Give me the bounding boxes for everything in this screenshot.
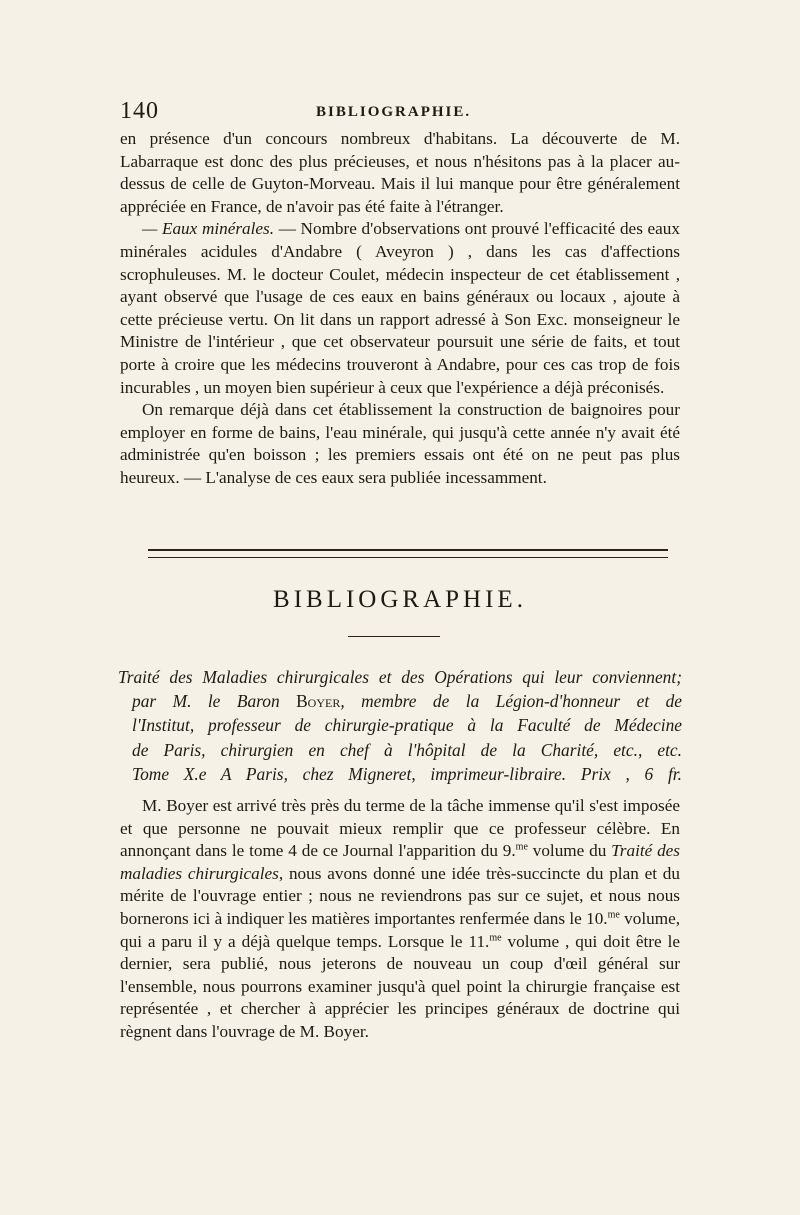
news-section bbox=[120, 128, 680, 490]
section-title: BIBLIOGRAPHIE. bbox=[273, 586, 527, 613]
page-number: 140 bbox=[120, 98, 159, 124]
review-text-2: volume du bbox=[527, 841, 612, 861]
reference-line-5: Tome X.e A Paris, chez Migneret, imprimeur-libraire. Prix , 6 fr. bbox=[132, 763, 682, 784]
reference-author-prefix: par M. le Baron bbox=[132, 691, 297, 712]
volume-10: 10. bbox=[586, 908, 608, 928]
reference-line-1: Traité des Maladies chirurgicales et des Opérations qui leur conviennent; bbox=[118, 667, 682, 687]
paragraph-eaux-minerales bbox=[120, 218, 680, 399]
bibliographic-reference bbox=[118, 665, 682, 786]
ordinal-suffix: me bbox=[607, 909, 620, 921]
running-head: BIBLIOGRAPHIE. bbox=[316, 104, 472, 120]
reference-author: Boyer bbox=[296, 691, 341, 712]
volume-9: 9. bbox=[502, 841, 516, 861]
work-title: Traité des maladies chirurgicales bbox=[120, 841, 680, 883]
paragraph-labarraque: en présence d'un concours nombreux d'habitans. La découverte de M. Labarraque est donc des plus précieuses, et nous n'hésitons pas à la placer au-dessus de celle de Guyton-Morveau. Mais il lui manque pour être généralement appréciée en France, de n'avoir pas été faite à l'étranger. bbox=[120, 129, 680, 216]
review-text-3: , nous avons donné une idée très-succincte du plan et du mérite de l'ouvrage entier ; nous ne reviendrons pas sur ce sujet, et nous nous bornerons ici à indiquer les matières importantes renfermée dans le bbox=[120, 863, 680, 928]
page-header bbox=[120, 98, 680, 126]
review-text-5: volume , qui doit être le dernier, sera publié, nous jeterons de nouveau un coup d'œil général sur l'ensemble, nous pourrons examiner jusqu'à quel point la chirurgie française est représentée , et chercher à apprécier les principes généraux de doctrine qui règnent dans l'ouvrage de M. Boyer. bbox=[120, 931, 681, 1041]
title-rule bbox=[348, 636, 440, 637]
review-text-1: M. Boyer est arrivé très près du terme de la tâche immense qu'il s'est imposée et que personne ne pouvait mieux remplir que ce professeur célèbre. En annonçant dans le tome 4 de ce Journal l'apparition du bbox=[120, 796, 680, 861]
review-text-4: volume, qui a paru il y a déjà quelque temps. Lorsque le bbox=[120, 908, 680, 951]
reference-line-4: de Paris, chirurgien en chef à l'hôpital de la Charité, etc., etc. bbox=[132, 739, 682, 760]
run-in-heading: — Eaux minérales. bbox=[142, 219, 275, 239]
review-paragraph bbox=[120, 795, 680, 1044]
paragraph-baignoires: On remarque déjà dans cet établissement la construction de baignoires pour employer en forme de bains, l'eau minérale, qui jusqu'à cette année n'y avait été administrée qu'en boisson ; les premiers essais ont été on ne peut pas plus heureux. — L'analyse de ces eaux sera publiée incessamment. bbox=[120, 400, 680, 487]
ordinal-suffix: me bbox=[489, 931, 502, 943]
section-divider bbox=[148, 549, 668, 558]
volume-11: 11. bbox=[468, 931, 490, 951]
reference-line-3: l'Institut, professeur de chirurgie-pratique à la Faculté de Médecine bbox=[132, 715, 682, 736]
reference-author-suffix: , membre de la Légion-d'honneur et de bbox=[340, 691, 682, 712]
paragraph-eaux-text: — Nombre d'observations ont prouvé l'efficacité des eaux minérales acidules d'Andabre ( Aveyron ) , dans les cas d'affections scrophuleuses. M. le docteur Coulet, médecin inspecteur de cet établissement , ayant observé que l'usage de ces eaux en bains généraux ou locaux , ajoute à cette précieuse vertu. On lit dans un rapport adressé à Son Exc. monseigneur le Ministre de l'intérieur , que cet observateur poursuit une série de faits, et tout porte à croire que les médecins trouveront à Andabre, pour ces cas trop de fois incurables , un moyen bien supérieur à ceux que l'expérience a déjà préconisés. bbox=[120, 219, 680, 397]
reference-line-2 bbox=[118, 689, 682, 713]
ordinal-suffix: me bbox=[515, 841, 528, 853]
review-section bbox=[120, 795, 680, 1044]
